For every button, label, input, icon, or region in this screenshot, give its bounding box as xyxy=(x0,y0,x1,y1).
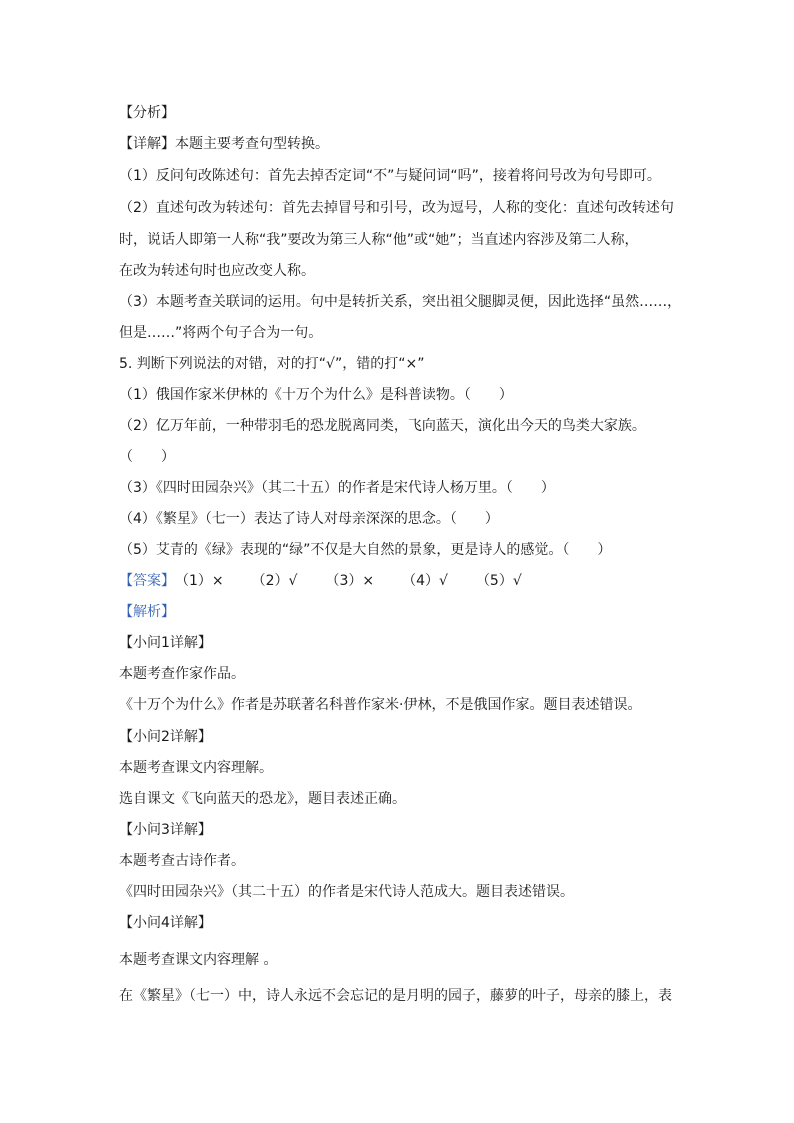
question-5-item-4: （4）《繁星》（七一）表达了诗人对母亲深深的思念。（ ） xyxy=(119,511,499,527)
sub-question-2-explanation: 选自课文《飞向蓝天的恐龙》，题目表述正确。 xyxy=(119,791,406,807)
answer-row xyxy=(119,571,522,591)
answer-3: （3）× xyxy=(325,573,375,589)
sub-question-1-topic: 本题考查作家作品。 xyxy=(119,666,245,682)
sub-question-4-explanation: 在《繁星》（七一）中，诗人永远不会忘记的是月明的园子，藤萝的叶子，母亲的膝上，表 xyxy=(119,988,672,1004)
detail-intro: 【详解】本题主要考查句型转换。 xyxy=(119,136,329,152)
sub-question-3-explanation: 《四时田园杂兴》（其二十五）的作者是宋代诗人范成大。题目表述错误。 xyxy=(119,884,574,900)
sub-question-3-topic: 本题考查古诗作者。 xyxy=(119,853,245,869)
answer-1: （1）× xyxy=(175,573,224,589)
question-5-item-1: （1）俄国作家米伊林的《十万个为什么》是科普读物。（ ） xyxy=(119,387,513,403)
explanation-3-line-1: （3）本题考查关联词的运用。句中是转折关系，突出祖父腿脚灵便，因此选择“虽然……， xyxy=(119,294,682,310)
analysis-heading: 【解析】 xyxy=(119,604,175,620)
sub-question-4-topic: 本题考查课文内容理解 。 xyxy=(119,952,278,968)
answer-5: （5）√ xyxy=(475,573,522,589)
sub-question-4-heading: 【小问4详解】 xyxy=(119,915,212,931)
question-5-item-2-line-1: （2）亿万年前，一种带羽毛的恐龙脱离同类，飞向蓝天，演化出今天的鸟类大家族。 xyxy=(119,418,646,434)
answer-2: （2）√ xyxy=(251,573,298,589)
sub-question-1-explanation: 《十万个为什么》作者是苏联著名科普作家米·伊林，不是俄国作家。题目表述错误。 xyxy=(119,697,642,713)
question-5-item-5: （5）艾青的《绿》表现的“绿”不仅是大自然的景象，更是诗人的感觉。（ ） xyxy=(119,542,612,558)
section-analysis-heading: 【分析】 xyxy=(119,105,175,121)
sub-question-1-heading: 【小问1详解】 xyxy=(119,635,212,651)
sub-question-2-heading: 【小问2详解】 xyxy=(119,729,212,745)
explanation-2-line-1: （2）直述句改为转述句：首先去掉冒号和引号，改为逗号，人称的变化：直述句改转述句 xyxy=(119,200,674,216)
sub-question-3-heading: 【小问3详解】 xyxy=(119,822,212,838)
sub-question-2-topic: 本题考查课文内容理解。 xyxy=(119,760,273,776)
explanation-2-line-3: 在改为转述句时也应改变人称。 xyxy=(119,263,315,279)
question-5-item-2-line-2: （ ） xyxy=(119,449,175,465)
explanation-3-line-2: 但是……”将两个句子合为一句。 xyxy=(119,325,323,341)
explanation-1: （1）反问句改陈述句：首先去掉否定词“不”与疑问词“吗”，接着将问号改为句号即可。 xyxy=(119,168,661,184)
explanation-2-line-2: 时，说话人即第一人称“我”要改为第三人称“他”或“她”；当直述内容涉及第二人称， xyxy=(119,232,639,248)
question-5-prompt: 5. 判断下列说法的对错，对的打“√”，错的打“×” xyxy=(119,356,425,372)
question-5-item-3: （3）《四时田园杂兴》（其二十五）的作者是宋代诗人杨万里。（ ） xyxy=(119,480,555,496)
answer-label: 【答案】 xyxy=(119,573,175,589)
answer-4: （4）√ xyxy=(402,573,448,589)
